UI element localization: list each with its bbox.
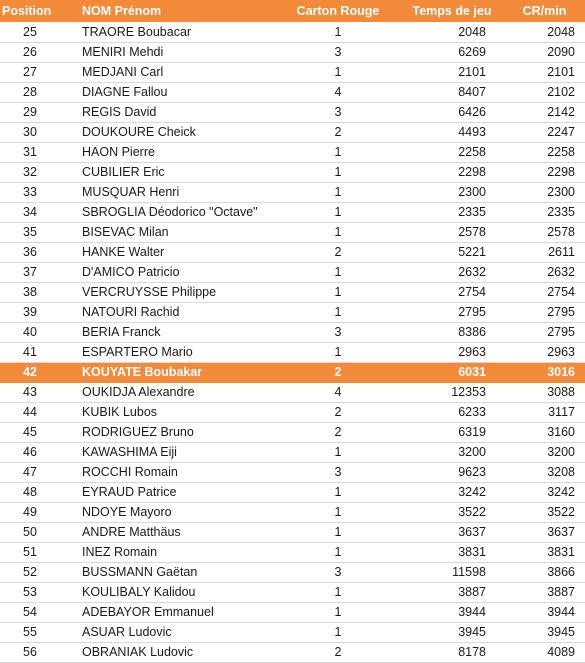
cell-name: ANDRE Matthäus xyxy=(60,522,276,542)
header-name: NOM Prénom xyxy=(60,0,276,22)
cell-name: BUSSMANN Gaëtan xyxy=(60,562,276,582)
table-row xyxy=(0,582,585,602)
cell-position: 38 xyxy=(0,282,60,302)
cell-play-time: 2101 xyxy=(400,62,504,82)
cell-cr-per-min: 2300 xyxy=(504,182,585,202)
table-row xyxy=(0,542,585,562)
cell-cr-per-min: 3117 xyxy=(504,402,585,422)
header-red-card: Carton Rouge xyxy=(276,0,400,22)
cell-play-time: 8386 xyxy=(400,322,504,342)
cell-cr-per-min: 2795 xyxy=(504,302,585,322)
cell-position: 49 xyxy=(0,502,60,522)
cell-position: 26 xyxy=(0,42,60,62)
cell-name: RODRIGUEZ Bruno xyxy=(60,422,276,442)
header-cr-per-min: CR/min xyxy=(504,0,585,22)
cell-name: TRAORE Boubacar xyxy=(60,22,276,42)
cell-name: KOULIBALY Kalidou xyxy=(60,582,276,602)
cell-cr-per-min: 3866 xyxy=(504,562,585,582)
cell-position: 29 xyxy=(0,102,60,122)
cell-position: 44 xyxy=(0,402,60,422)
cell-name: DOUKOURE Cheick xyxy=(60,122,276,142)
cell-name: BISEVAC Milan xyxy=(60,222,276,242)
cell-name: SBROGLIA Déodorico "Octave" xyxy=(60,202,276,222)
cell-name: EYRAUD Patrice xyxy=(60,482,276,502)
table-row xyxy=(0,142,585,162)
cell-cr-per-min: 2298 xyxy=(504,162,585,182)
cell-red-cards: 1 xyxy=(276,502,400,522)
cell-name: KAWASHIMA Eiji xyxy=(60,442,276,462)
table-row xyxy=(0,342,585,362)
cell-position: 42 xyxy=(0,362,60,382)
table-row xyxy=(0,42,585,62)
table-row xyxy=(0,482,585,502)
cell-play-time: 5221 xyxy=(400,242,504,262)
cell-play-time: 6031 xyxy=(400,362,504,382)
cell-red-cards: 1 xyxy=(276,162,400,182)
table-row xyxy=(0,82,585,102)
cell-play-time: 11598 xyxy=(400,562,504,582)
cell-cr-per-min: 3242 xyxy=(504,482,585,502)
cell-name: REGIS David xyxy=(60,102,276,122)
cell-cr-per-min: 3831 xyxy=(504,542,585,562)
table-row xyxy=(0,402,585,422)
cell-cr-per-min: 2632 xyxy=(504,262,585,282)
cell-cr-per-min: 3887 xyxy=(504,582,585,602)
cell-name: KUBIK Lubos xyxy=(60,402,276,422)
table-row xyxy=(0,642,585,662)
cell-cr-per-min: 2101 xyxy=(504,62,585,82)
cell-red-cards: 1 xyxy=(276,542,400,562)
cell-position: 40 xyxy=(0,322,60,342)
cell-red-cards: 3 xyxy=(276,102,400,122)
cell-cr-per-min: 3208 xyxy=(504,462,585,482)
cell-red-cards: 3 xyxy=(276,322,400,342)
cell-play-time: 6426 xyxy=(400,102,504,122)
cell-cr-per-min: 2578 xyxy=(504,222,585,242)
cell-name: D'AMICO Patricio xyxy=(60,262,276,282)
cell-red-cards: 1 xyxy=(276,342,400,362)
cell-position: 35 xyxy=(0,222,60,242)
cell-play-time: 3945 xyxy=(400,622,504,642)
cell-name: HANKE Walter xyxy=(60,242,276,262)
cell-name: CUBILIER Eric xyxy=(60,162,276,182)
cell-name: KOUYATE Boubakar xyxy=(60,362,276,382)
cell-position: 31 xyxy=(0,142,60,162)
cell-play-time: 2300 xyxy=(400,182,504,202)
cell-red-cards: 3 xyxy=(276,462,400,482)
table-row xyxy=(0,242,585,262)
cell-red-cards: 2 xyxy=(276,422,400,442)
table-row xyxy=(0,382,585,402)
cell-play-time: 8407 xyxy=(400,82,504,102)
table-row xyxy=(0,442,585,462)
cell-red-cards: 2 xyxy=(276,122,400,142)
cell-position: 28 xyxy=(0,82,60,102)
cell-position: 30 xyxy=(0,122,60,142)
cell-cr-per-min: 2963 xyxy=(504,342,585,362)
cell-play-time: 6269 xyxy=(400,42,504,62)
cell-position: 27 xyxy=(0,62,60,82)
cell-red-cards: 4 xyxy=(276,82,400,102)
cell-position: 47 xyxy=(0,462,60,482)
cell-play-time: 4493 xyxy=(400,122,504,142)
cell-red-cards: 2 xyxy=(276,242,400,262)
table-row xyxy=(0,282,585,302)
table-row xyxy=(0,62,585,82)
cell-name: ASUAR Ludovic xyxy=(60,622,276,642)
cell-name: OUKIDJA Alexandre xyxy=(60,382,276,402)
cell-position: 25 xyxy=(0,22,60,42)
cell-play-time: 12353 xyxy=(400,382,504,402)
cell-cr-per-min: 2611 xyxy=(504,242,585,262)
cell-position: 33 xyxy=(0,182,60,202)
table-row xyxy=(0,22,585,42)
cell-play-time: 2258 xyxy=(400,142,504,162)
cell-cr-per-min: 2090 xyxy=(504,42,585,62)
cell-play-time: 2048 xyxy=(400,22,504,42)
table-row xyxy=(0,122,585,142)
cell-cr-per-min: 2258 xyxy=(504,142,585,162)
table-row xyxy=(0,262,585,282)
table-row xyxy=(0,302,585,322)
cell-play-time: 2963 xyxy=(400,342,504,362)
cell-cr-per-min: 3200 xyxy=(504,442,585,462)
table-row xyxy=(0,162,585,182)
cell-name: INEZ Romain xyxy=(60,542,276,562)
cell-name: NATOURI Rachid xyxy=(60,302,276,322)
cell-cr-per-min: 2754 xyxy=(504,282,585,302)
cell-position: 45 xyxy=(0,422,60,442)
cell-play-time: 2335 xyxy=(400,202,504,222)
cell-red-cards: 1 xyxy=(276,442,400,462)
cell-name: ESPARTERO Mario xyxy=(60,342,276,362)
cell-red-cards: 1 xyxy=(276,22,400,42)
cell-play-time: 2578 xyxy=(400,222,504,242)
cell-cr-per-min: 2102 xyxy=(504,82,585,102)
cell-name: OBRANIAK Ludovic xyxy=(60,642,276,662)
cell-cr-per-min: 2795 xyxy=(504,322,585,342)
cell-name: MEDJANI Carl xyxy=(60,62,276,82)
cell-position: 32 xyxy=(0,162,60,182)
cell-cr-per-min: 2335 xyxy=(504,202,585,222)
table-body xyxy=(0,22,585,662)
cell-name: VERCRUYSSE Philippe xyxy=(60,282,276,302)
cell-position: 53 xyxy=(0,582,60,602)
cell-play-time: 3242 xyxy=(400,482,504,502)
cell-position: 51 xyxy=(0,542,60,562)
header-position: Position xyxy=(0,0,60,22)
table-row xyxy=(0,562,585,582)
cell-cr-per-min: 3088 xyxy=(504,382,585,402)
cell-red-cards: 2 xyxy=(276,402,400,422)
cell-name: MUSQUAR Henri xyxy=(60,182,276,202)
table-row xyxy=(0,502,585,522)
cell-position: 36 xyxy=(0,242,60,262)
cell-red-cards: 1 xyxy=(276,262,400,282)
cell-cr-per-min: 3016 xyxy=(504,362,585,382)
cell-position: 55 xyxy=(0,622,60,642)
cell-cr-per-min: 2142 xyxy=(504,102,585,122)
table-row xyxy=(0,322,585,342)
cell-play-time: 2795 xyxy=(400,302,504,322)
cell-play-time: 2754 xyxy=(400,282,504,302)
cell-cr-per-min: 3945 xyxy=(504,622,585,642)
table-row xyxy=(0,622,585,642)
cell-play-time: 6319 xyxy=(400,422,504,442)
cell-red-cards: 1 xyxy=(276,182,400,202)
cell-red-cards: 2 xyxy=(276,362,400,382)
cell-position: 41 xyxy=(0,342,60,362)
cell-cr-per-min: 4089 xyxy=(504,642,585,662)
cell-red-cards: 1 xyxy=(276,62,400,82)
cell-play-time: 6233 xyxy=(400,402,504,422)
cell-red-cards: 2 xyxy=(276,642,400,662)
cell-cr-per-min: 3637 xyxy=(504,522,585,542)
cell-play-time: 3200 xyxy=(400,442,504,462)
cell-cr-per-min: 3522 xyxy=(504,502,585,522)
cell-position: 52 xyxy=(0,562,60,582)
cell-play-time: 2632 xyxy=(400,262,504,282)
header-row xyxy=(0,0,585,22)
cell-red-cards: 3 xyxy=(276,42,400,62)
cell-red-cards: 1 xyxy=(276,222,400,242)
cell-position: 56 xyxy=(0,642,60,662)
cell-red-cards: 1 xyxy=(276,282,400,302)
cell-red-cards: 1 xyxy=(276,602,400,622)
cell-name: ROCCHI Romain xyxy=(60,462,276,482)
table-row xyxy=(0,602,585,622)
table-row-highlighted xyxy=(0,362,585,382)
cell-red-cards: 1 xyxy=(276,622,400,642)
cell-red-cards: 3 xyxy=(276,562,400,582)
cell-position: 43 xyxy=(0,382,60,402)
table-row xyxy=(0,182,585,202)
cell-name: NDOYE Mayoro xyxy=(60,502,276,522)
cell-name: MENIRI Mehdi xyxy=(60,42,276,62)
cell-cr-per-min: 3160 xyxy=(504,422,585,442)
cell-play-time: 3944 xyxy=(400,602,504,622)
cell-cr-per-min: 3944 xyxy=(504,602,585,622)
cell-play-time: 9623 xyxy=(400,462,504,482)
table-row xyxy=(0,522,585,542)
cell-red-cards: 1 xyxy=(276,302,400,322)
cell-name: BERIA Franck xyxy=(60,322,276,342)
cell-position: 50 xyxy=(0,522,60,542)
cell-position: 48 xyxy=(0,482,60,502)
cell-red-cards: 1 xyxy=(276,522,400,542)
cell-red-cards: 1 xyxy=(276,202,400,222)
cell-name: ADEBAYOR Emmanuel xyxy=(60,602,276,622)
cell-play-time: 3522 xyxy=(400,502,504,522)
cell-name: DIAGNE Fallou xyxy=(60,82,276,102)
cell-red-cards: 1 xyxy=(276,582,400,602)
cell-position: 54 xyxy=(0,602,60,622)
cell-play-time: 3637 xyxy=(400,522,504,542)
cell-red-cards: 4 xyxy=(276,382,400,402)
cell-cr-per-min: 2048 xyxy=(504,22,585,42)
cell-play-time: 3831 xyxy=(400,542,504,562)
table-row xyxy=(0,222,585,242)
header-play-time: Temps de jeu xyxy=(400,0,504,22)
table-row xyxy=(0,102,585,122)
cell-name: HAON Pierre xyxy=(60,142,276,162)
cell-play-time: 2298 xyxy=(400,162,504,182)
table-row xyxy=(0,462,585,482)
cell-cr-per-min: 2247 xyxy=(504,122,585,142)
table-row xyxy=(0,422,585,442)
table-row xyxy=(0,202,585,222)
cell-position: 37 xyxy=(0,262,60,282)
cell-position: 46 xyxy=(0,442,60,462)
cell-position: 39 xyxy=(0,302,60,322)
cell-play-time: 3887 xyxy=(400,582,504,602)
cell-position: 34 xyxy=(0,202,60,222)
cell-play-time: 8178 xyxy=(400,642,504,662)
cell-red-cards: 1 xyxy=(276,142,400,162)
cell-red-cards: 1 xyxy=(276,482,400,502)
